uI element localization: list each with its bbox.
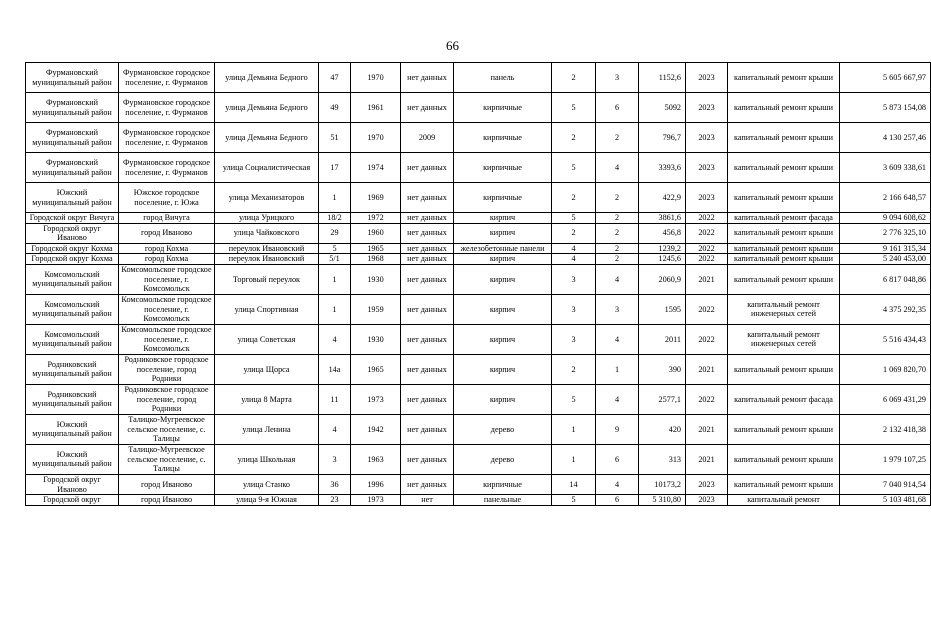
cell-street: переулок Ивановский — [215, 243, 319, 254]
cell-street: улица Демьяна Бедного — [215, 93, 319, 123]
cell-street: улица Станко — [215, 474, 319, 494]
cell-plan-year: 2023 — [686, 495, 728, 506]
cell-district: Фурмановский муниципальный район — [26, 123, 119, 153]
cell-street: улица Демьяна Бедного — [215, 63, 319, 93]
table-row — [26, 414, 931, 444]
cell-cost: 7 040 914,54 — [840, 474, 931, 494]
cell-street: улица Демьяна Бедного — [215, 123, 319, 153]
cell-area: 456,8 — [639, 223, 686, 243]
cell-cost: 1 069 820,70 — [840, 354, 931, 384]
cell-street: улица Социалистическая — [215, 153, 319, 183]
cell-last-repair: нет данных — [401, 223, 454, 243]
cell-floors: 2 — [552, 354, 596, 384]
cell-district: Родниковский муниципальный район — [26, 384, 119, 414]
cell-street: улица 8 Марта — [215, 384, 319, 414]
cell-house-number: 1 — [319, 264, 351, 294]
cell-house-number: 17 — [319, 153, 351, 183]
cell-wall-material: кирпич — [454, 213, 552, 224]
cell-wall-material: кирпич — [454, 254, 552, 265]
cell-work-type: капитальный ремонт крыши — [728, 223, 840, 243]
cell-district: Городской округ Иваново — [26, 223, 119, 243]
cell-cost: 2 776 325,10 — [840, 223, 931, 243]
cell-entrances: 2 — [596, 243, 639, 254]
cell-settlement: Фурмановское городское поселение, г. Фурманов — [119, 93, 215, 123]
cell-house-number: 1 — [319, 183, 351, 213]
cell-work-type: капитальный ремонт — [728, 495, 840, 506]
cell-floors: 5 — [552, 213, 596, 224]
cell-work-type: капитальный ремонт крыши — [728, 63, 840, 93]
cell-settlement: Комсомольское городское поселение, г. Комсомольск — [119, 324, 215, 354]
cell-work-type: капитальный ремонт крыши — [728, 183, 840, 213]
cell-settlement: Родниковское городское поселение, город Родники — [119, 384, 215, 414]
cell-floors: 5 — [552, 384, 596, 414]
cell-year-built: 1930 — [351, 324, 401, 354]
cell-district: Фурмановский муниципальный район — [26, 63, 119, 93]
cell-area: 2060,9 — [639, 264, 686, 294]
cell-wall-material: кирпич — [454, 264, 552, 294]
cell-house-number: 3 — [319, 444, 351, 474]
cell-entrances: 2 — [596, 254, 639, 265]
cell-last-repair: нет данных — [401, 63, 454, 93]
cell-settlement: Талицко-Мугреевское сельское поселение, с. Талицы — [119, 414, 215, 444]
cell-year-built: 1973 — [351, 495, 401, 506]
cell-floors: 1 — [552, 444, 596, 474]
cell-wall-material: кирпич — [454, 354, 552, 384]
table-row — [26, 223, 931, 243]
cell-house-number: 51 — [319, 123, 351, 153]
cell-work-type: капитальный ремонт инженерных сетей — [728, 294, 840, 324]
cell-street: улица Чайковского — [215, 223, 319, 243]
cell-house-number: 4 — [319, 324, 351, 354]
cell-entrances: 6 — [596, 495, 639, 506]
cell-area: 390 — [639, 354, 686, 384]
cell-district: Комсомольский муниципальный район — [26, 294, 119, 324]
cell-district: Городской округ Вичуга — [26, 213, 119, 224]
cell-street: улица Урицкого — [215, 213, 319, 224]
cell-plan-year: 2023 — [686, 153, 728, 183]
cell-house-number: 4 — [319, 414, 351, 444]
cell-street: улица Спортивная — [215, 294, 319, 324]
cell-settlement: город Кохма — [119, 254, 215, 265]
page-number: 66 — [446, 38, 459, 53]
cell-cost: 5 605 667,97 — [840, 63, 931, 93]
cell-wall-material: дерево — [454, 414, 552, 444]
cell-year-built: 1963 — [351, 444, 401, 474]
cell-house-number: 49 — [319, 93, 351, 123]
cell-plan-year: 2021 — [686, 444, 728, 474]
cell-entrances: 1 — [596, 354, 639, 384]
cell-settlement: Талицко-Мугреевское сельское поселение, с. Талицы — [119, 444, 215, 474]
cell-year-built: 1972 — [351, 213, 401, 224]
cell-floors: 3 — [552, 294, 596, 324]
cell-work-type: капитальный ремонт фасада — [728, 384, 840, 414]
cell-last-repair: нет данных — [401, 444, 454, 474]
cell-floors: 3 — [552, 264, 596, 294]
cell-wall-material: железобетонные панели — [454, 243, 552, 254]
cell-settlement: Фурмановское городское поселение, г. Фурманов — [119, 63, 215, 93]
cell-entrances: 4 — [596, 384, 639, 414]
cell-district: Городской округ Иваново — [26, 474, 119, 494]
cell-last-repair: нет данных — [401, 294, 454, 324]
cell-last-repair: 2009 — [401, 123, 454, 153]
cell-floors: 5 — [552, 153, 596, 183]
housing-repair-table — [25, 62, 931, 506]
cell-year-built: 1970 — [351, 63, 401, 93]
table-row — [26, 294, 931, 324]
cell-cost: 2 132 418,38 — [840, 414, 931, 444]
cell-area: 1239,2 — [639, 243, 686, 254]
cell-floors: 4 — [552, 243, 596, 254]
cell-plan-year: 2022 — [686, 384, 728, 414]
cell-cost: 5 516 434,43 — [840, 324, 931, 354]
table-row — [26, 495, 931, 506]
cell-work-type: капитальный ремонт крыши — [728, 93, 840, 123]
cell-area: 796,7 — [639, 123, 686, 153]
cell-work-type: капитальный ремонт крыши — [728, 354, 840, 384]
cell-street: Торговый переулок — [215, 264, 319, 294]
cell-entrances: 2 — [596, 223, 639, 243]
table-row — [26, 254, 931, 265]
cell-settlement: Комсомольское городское поселение, г. Комсомольск — [119, 264, 215, 294]
cell-street: улица Механизаторов — [215, 183, 319, 213]
cell-plan-year: 2022 — [686, 213, 728, 224]
cell-district: Южский муниципальный район — [26, 444, 119, 474]
cell-house-number: 5 — [319, 243, 351, 254]
cell-wall-material: панель — [454, 63, 552, 93]
cell-year-built: 1969 — [351, 183, 401, 213]
cell-area: 1245,6 — [639, 254, 686, 265]
cell-settlement: Комсомольское городское поселение, г. Комсомольск — [119, 294, 215, 324]
cell-work-type: капитальный ремонт крыши — [728, 474, 840, 494]
cell-plan-year: 2022 — [686, 243, 728, 254]
cell-last-repair: нет данных — [401, 354, 454, 384]
cell-floors: 5 — [552, 93, 596, 123]
cell-settlement: Фурмановское городское поселение, г. Фурманов — [119, 123, 215, 153]
cell-settlement: город Кохма — [119, 243, 215, 254]
cell-entrances: 2 — [596, 123, 639, 153]
cell-settlement: Родниковское городское поселение, город Родники — [119, 354, 215, 384]
cell-last-repair: нет данных — [401, 254, 454, 265]
table-row — [26, 153, 931, 183]
cell-floors: 2 — [552, 123, 596, 153]
table-row — [26, 183, 931, 213]
table-row — [26, 354, 931, 384]
table-row — [26, 444, 931, 474]
cell-last-repair: нет данных — [401, 93, 454, 123]
cell-street: улица Советская — [215, 324, 319, 354]
cell-district: Городской округ — [26, 495, 119, 506]
cell-cost: 2 166 648,57 — [840, 183, 931, 213]
cell-plan-year: 2023 — [686, 183, 728, 213]
cell-district: Фурмановский муниципальный район — [26, 153, 119, 183]
cell-street: улица Щорса — [215, 354, 319, 384]
cell-house-number: 1 — [319, 294, 351, 324]
cell-settlement: Южское городское поселение, г. Южа — [119, 183, 215, 213]
cell-plan-year: 2022 — [686, 294, 728, 324]
cell-street: улица Школьная — [215, 444, 319, 474]
cell-cost: 5 103 481,68 — [840, 495, 931, 506]
cell-entrances: 2 — [596, 183, 639, 213]
cell-work-type: капитальный ремонт крыши — [728, 254, 840, 265]
cell-cost: 4 375 292,35 — [840, 294, 931, 324]
cell-year-built: 1942 — [351, 414, 401, 444]
cell-work-type: капитальный ремонт крыши — [728, 444, 840, 474]
cell-year-built: 1996 — [351, 474, 401, 494]
cell-settlement: город Иваново — [119, 495, 215, 506]
cell-entrances: 9 — [596, 414, 639, 444]
cell-work-type: капитальный ремонт фасада — [728, 213, 840, 224]
table-row — [26, 123, 931, 153]
cell-last-repair: нет данных — [401, 183, 454, 213]
cell-year-built: 1968 — [351, 254, 401, 265]
cell-last-repair: нет данных — [401, 324, 454, 354]
cell-last-repair: нет данных — [401, 384, 454, 414]
cell-house-number: 47 — [319, 63, 351, 93]
table-row — [26, 264, 931, 294]
cell-settlement: город Иваново — [119, 474, 215, 494]
cell-entrances: 4 — [596, 474, 639, 494]
cell-district: Южский муниципальный район — [26, 414, 119, 444]
cell-area: 10173,2 — [639, 474, 686, 494]
cell-entrances: 3 — [596, 294, 639, 324]
table-row — [26, 474, 931, 494]
cell-floors: 4 — [552, 254, 596, 265]
cell-plan-year: 2021 — [686, 264, 728, 294]
cell-area: 2577,1 — [639, 384, 686, 414]
cell-last-repair: нет данных — [401, 153, 454, 183]
cell-district: Южский муниципальный район — [26, 183, 119, 213]
table-body — [26, 63, 931, 506]
cell-floors: 1 — [552, 414, 596, 444]
cell-wall-material: кирпич — [454, 384, 552, 414]
cell-work-type: капитальный ремонт крыши — [728, 153, 840, 183]
cell-cost: 5 240 453,00 — [840, 254, 931, 265]
cell-house-number: 29 — [319, 223, 351, 243]
cell-wall-material: кирпич — [454, 223, 552, 243]
cell-cost: 4 130 257,46 — [840, 123, 931, 153]
cell-floors: 2 — [552, 223, 596, 243]
cell-area: 3393,6 — [639, 153, 686, 183]
cell-settlement: город Иваново — [119, 223, 215, 243]
cell-work-type: капитальный ремонт крыши — [728, 123, 840, 153]
cell-cost: 3 609 338,61 — [840, 153, 931, 183]
table-row — [26, 324, 931, 354]
cell-year-built: 1970 — [351, 123, 401, 153]
cell-area: 1152,6 — [639, 63, 686, 93]
cell-last-repair: нет данных — [401, 414, 454, 444]
cell-work-type: капитальный ремонт крыши — [728, 264, 840, 294]
cell-area: 3861,6 — [639, 213, 686, 224]
cell-cost: 6 817 048,86 — [840, 264, 931, 294]
cell-entrances: 3 — [596, 63, 639, 93]
cell-floors: 5 — [552, 495, 596, 506]
cell-street: улица Ленина — [215, 414, 319, 444]
table-row — [26, 384, 931, 414]
table-row — [26, 243, 931, 254]
cell-year-built: 1961 — [351, 93, 401, 123]
cell-floors: 14 — [552, 474, 596, 494]
cell-plan-year: 2023 — [686, 63, 728, 93]
cell-house-number: 11 — [319, 384, 351, 414]
cell-street: переулок Ивановский — [215, 254, 319, 265]
cell-entrances: 2 — [596, 213, 639, 224]
cell-last-repair: нет — [401, 495, 454, 506]
cell-wall-material: кирпичные — [454, 93, 552, 123]
cell-work-type: капитальный ремонт крыши — [728, 414, 840, 444]
cell-district: Комсомольский муниципальный район — [26, 324, 119, 354]
cell-wall-material: кирпич — [454, 324, 552, 354]
cell-year-built: 1960 — [351, 223, 401, 243]
cell-cost: 1 979 107,25 — [840, 444, 931, 474]
table-row — [26, 213, 931, 224]
cell-work-type: капитальный ремонт инженерных сетей — [728, 324, 840, 354]
cell-wall-material: панельные — [454, 495, 552, 506]
cell-settlement: город Вичуга — [119, 213, 215, 224]
cell-last-repair: нет данных — [401, 474, 454, 494]
cell-wall-material: дерево — [454, 444, 552, 474]
cell-house-number: 36 — [319, 474, 351, 494]
cell-settlement: Фурмановское городское поселение, г. Фурманов — [119, 153, 215, 183]
cell-cost: 6 069 431,29 — [840, 384, 931, 414]
cell-house-number: 23 — [319, 495, 351, 506]
cell-year-built: 1973 — [351, 384, 401, 414]
cell-floors: 2 — [552, 183, 596, 213]
cell-year-built: 1930 — [351, 264, 401, 294]
cell-wall-material: кирпичные — [454, 474, 552, 494]
cell-area: 422,9 — [639, 183, 686, 213]
cell-plan-year: 2021 — [686, 354, 728, 384]
cell-cost: 9 094 608,62 — [840, 213, 931, 224]
cell-plan-year: 2022 — [686, 324, 728, 354]
cell-area: 2011 — [639, 324, 686, 354]
cell-house-number: 18/2 — [319, 213, 351, 224]
cell-year-built: 1959 — [351, 294, 401, 324]
cell-plan-year: 2022 — [686, 223, 728, 243]
cell-area: 1595 — [639, 294, 686, 324]
cell-cost: 9 161 315,34 — [840, 243, 931, 254]
cell-plan-year: 2023 — [686, 474, 728, 494]
cell-year-built: 1965 — [351, 243, 401, 254]
cell-district: Комсомольский муниципальный район — [26, 264, 119, 294]
table-row — [26, 63, 931, 93]
cell-year-built: 1965 — [351, 354, 401, 384]
cell-entrances: 4 — [596, 264, 639, 294]
cell-district: Городской округ Кохма — [26, 254, 119, 265]
cell-year-built: 1974 — [351, 153, 401, 183]
cell-entrances: 6 — [596, 93, 639, 123]
cell-district: Фурмановский муниципальный район — [26, 93, 119, 123]
cell-work-type: капитальный ремонт крыши — [728, 243, 840, 254]
cell-plan-year: 2021 — [686, 414, 728, 444]
cell-area: 420 — [639, 414, 686, 444]
cell-plan-year: 2023 — [686, 123, 728, 153]
cell-district: Родниковский муниципальный район — [26, 354, 119, 384]
cell-area: 5 310,80 — [639, 495, 686, 506]
cell-wall-material: кирпичные — [454, 183, 552, 213]
cell-last-repair: нет данных — [401, 213, 454, 224]
cell-area: 313 — [639, 444, 686, 474]
cell-district: Городской округ Кохма — [26, 243, 119, 254]
cell-entrances: 4 — [596, 153, 639, 183]
cell-plan-year: 2023 — [686, 93, 728, 123]
cell-house-number: 14а — [319, 354, 351, 384]
cell-cost: 5 873 154,08 — [840, 93, 931, 123]
cell-plan-year: 2022 — [686, 254, 728, 265]
cell-street: улица 9-я Южная — [215, 495, 319, 506]
cell-wall-material: кирпич — [454, 294, 552, 324]
cell-last-repair: нет данных — [401, 243, 454, 254]
cell-wall-material: кирпичные — [454, 123, 552, 153]
cell-floors: 3 — [552, 324, 596, 354]
cell-house-number: 5/1 — [319, 254, 351, 265]
table-row — [26, 93, 931, 123]
cell-wall-material: кирпичные — [454, 153, 552, 183]
cell-entrances: 4 — [596, 324, 639, 354]
cell-area: 5092 — [639, 93, 686, 123]
cell-floors: 2 — [552, 63, 596, 93]
cell-last-repair: нет данных — [401, 264, 454, 294]
cell-entrances: 6 — [596, 444, 639, 474]
